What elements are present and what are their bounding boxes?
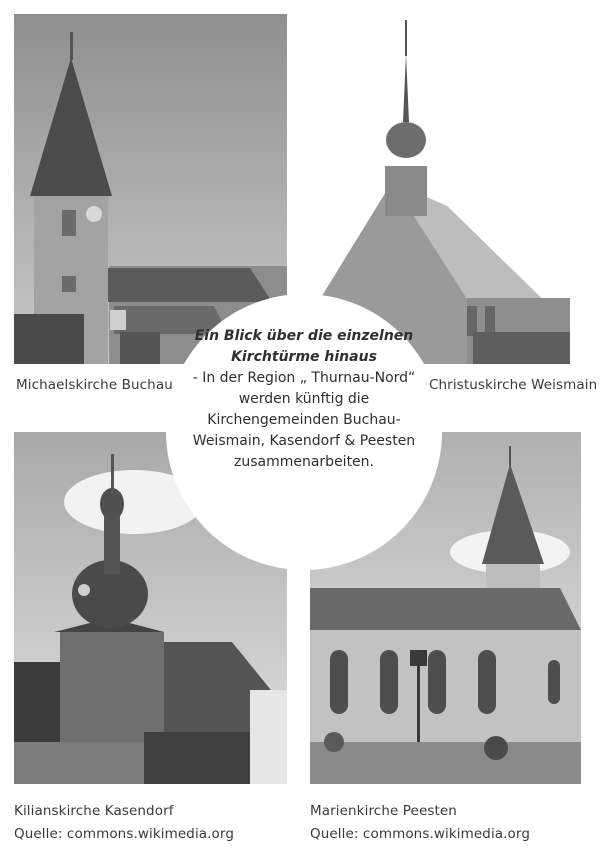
source-marienkirche-peesten: Quelle: commons.wikimedia.org (310, 826, 531, 842)
source-kilianskirche-kasendorf: Quelle: commons.wikimedia.org (14, 826, 235, 842)
intro-body: - In der Region „ Thurnau-Nord“ werden künftig die Kirchengemeinden Buchau-Weismain, Kasendorf & Peesten zusammenarbeiten. (192, 370, 416, 470)
intro-lead: Ein Blick über die einzelnen Kirchtürme hinaus (194, 328, 414, 365)
caption-michaelskirche-buchau: Michaelskirche Buchau (16, 377, 173, 393)
caption-marienkirche-peesten: Marienkirche Peesten (310, 803, 457, 819)
intro-text (176, 326, 432, 473)
caption-christuskirche-weismain: Christuskirche Weismain (429, 377, 598, 393)
caption-kilianskirche-kasendorf: Kilianskirche Kasendorf (14, 803, 174, 819)
